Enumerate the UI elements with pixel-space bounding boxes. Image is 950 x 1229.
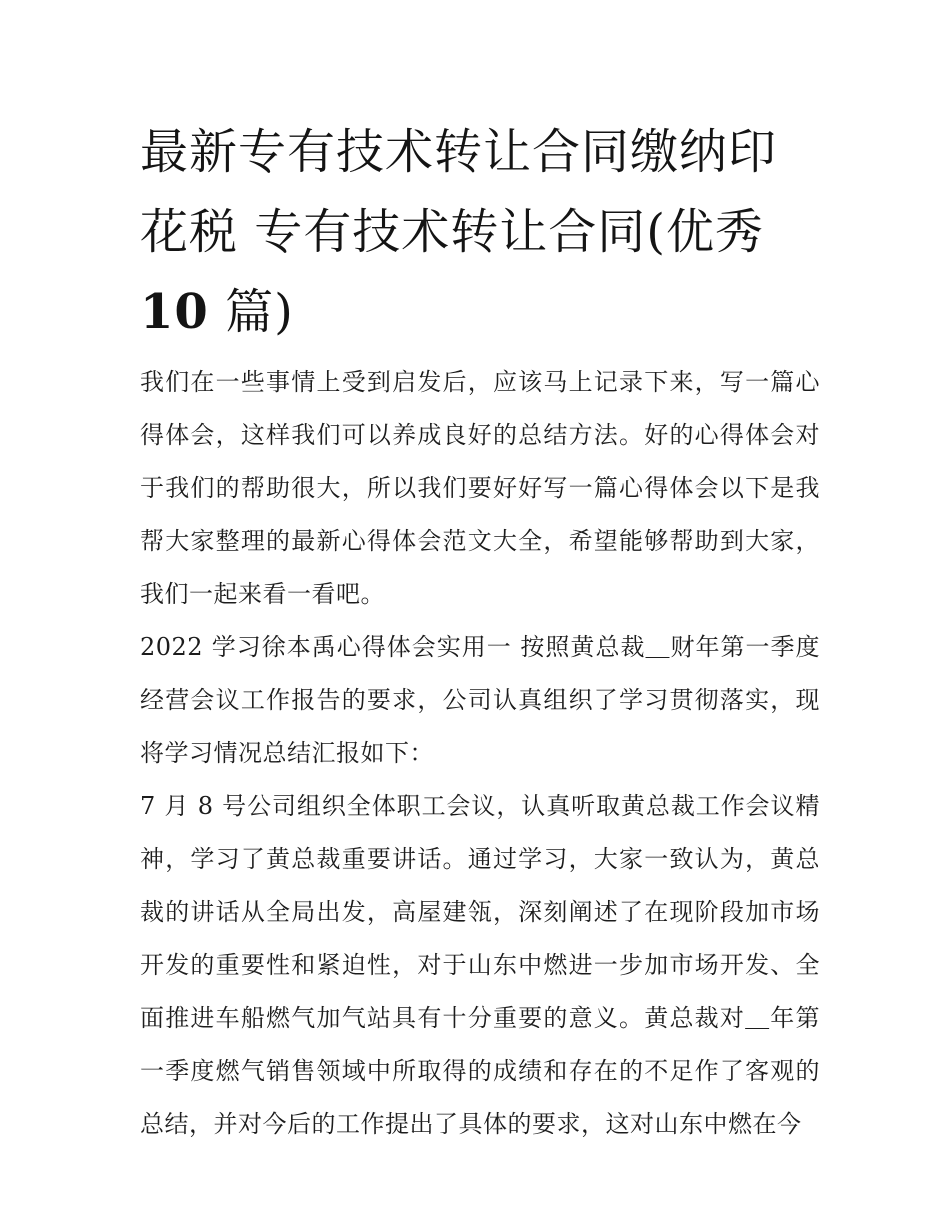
report-paragraph: 2022 学习徐本禹心得体会实用一 按照黄总裁＿财年第一季度经营会议工作报告的要求，公司认真组织了学习贯彻落实，现将学习情况总结汇报如下： <box>140 633 820 767</box>
title-suffix: 篇) <box>225 284 294 340</box>
title-text: 最新专有技术转让合同缴纳印花税 专有技术转让合同(优秀 <box>140 124 778 260</box>
meeting-paragraph: 7 月 8 号公司组织全体职工会议，认真听取黄总裁工作会议精神，学习了黄总裁重要讲话。通过学习，大家一致认为，黄总裁的讲话从全局出发，高屋建瓴，深刻阐述了在现阶段加市场开发的重要性和紧迫性，对于山东中燃进一步加市场开发、全面推进车船燃气加气站具有十分重要的意义。黄总裁对＿年第一季度燃气销售领域中所取得的成绩和存在的不足作了客观的总结，并对今后的工作提出了具体的要求，这对山东中燃在今 <box>140 792 820 1138</box>
intro-paragraph: 我们在一些事情上受到启发后，应该马上记录下来，写一篇心得体会，这样我们可以养成良好的总结方法。好的心得体会对于我们的帮助很大，所以我们要好好写一篇心得体会以下是我帮大家整理的最新心得体会范文大全，希望能够帮助到大家，我们一起来看一看吧。 <box>140 368 820 608</box>
document-title <box>140 112 820 352</box>
document-body <box>140 356 820 1151</box>
title-number: 10 <box>140 284 209 340</box>
